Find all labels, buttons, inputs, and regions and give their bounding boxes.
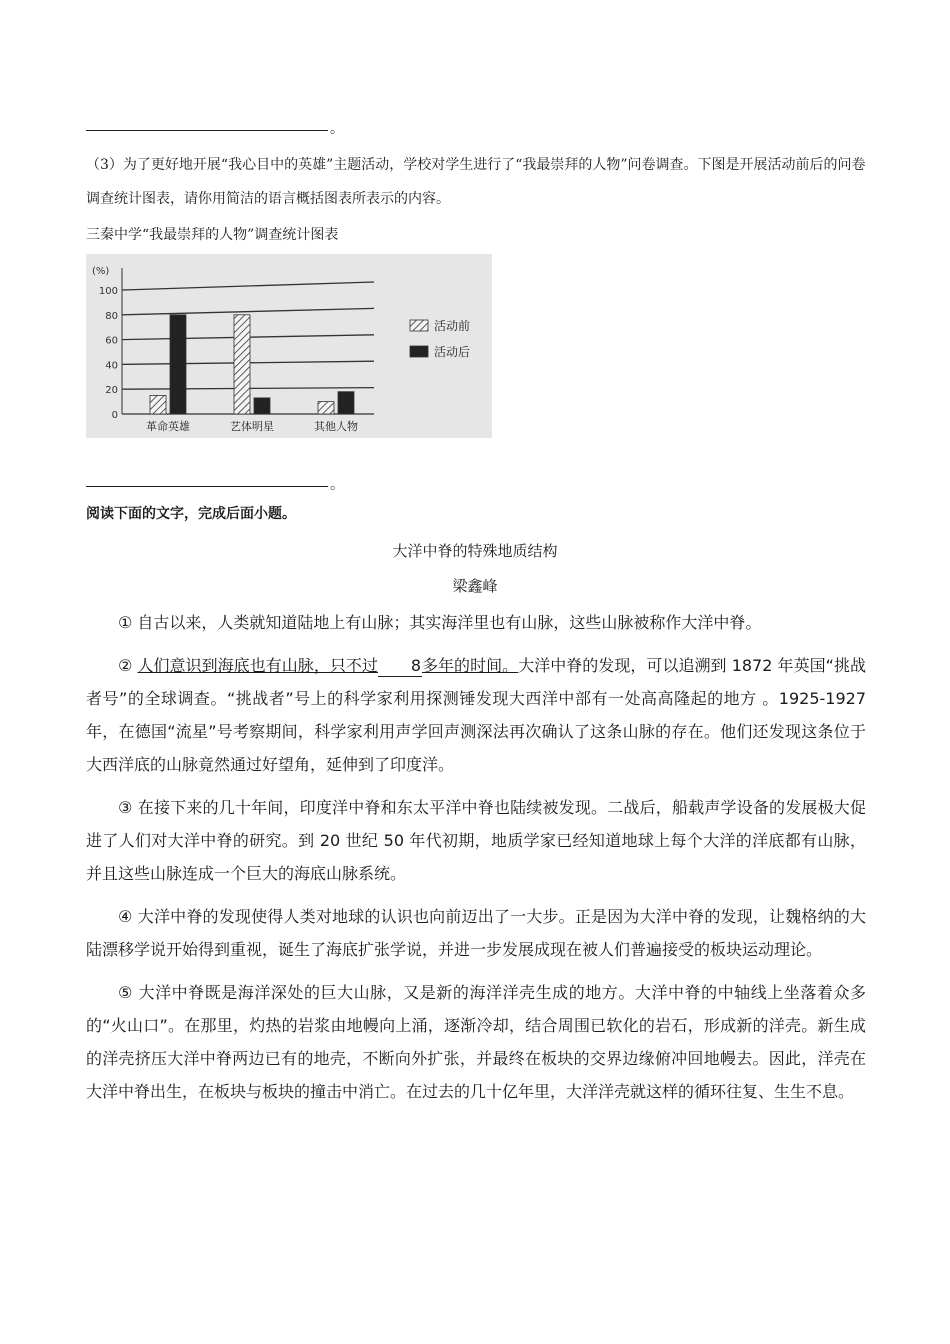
y-tick-label-100: 100 — [98, 286, 118, 297]
paragraph-3: ③ 在接下来的几十年间，印度洋中脊和东太平洋中脊也陆续被发现。二战后，船载声学设备的发展极大促进了人们对大洋中脊的研究。到 20 世纪 50 年代初期，地质学家已经知道地球上每个大洋的洋底都有山脉，并且这些山脉连成一个巨大的海底山脉系统。 — [86, 798, 866, 883]
reading-instruction: 阅读下面的文字，完成后面小题。 — [86, 506, 296, 522]
answer-line-2-period: 。 — [330, 477, 344, 493]
x-category-label-2: 艺体明星 — [230, 420, 274, 433]
paragraph-4: ④ 大洋中脊的发现使得人类对地球的认识也向前迈出了一大步。正是因为大洋中脊的发现，让魏格纳的大陆漂移学说开始得到重视，诞生了海底扩张学说，并进一步发展成现在被人们普遍接受的板块运动理论。 — [86, 907, 866, 959]
legend-label-2: 活动后 — [434, 345, 471, 359]
y-axis-unit-label: (%) — [92, 266, 110, 277]
paragraph-2-underlined-a: 人们意识到海底也有山脉，只不过 — [137, 656, 378, 675]
answer-line-1-period: 。 — [330, 121, 344, 137]
question-3-text: （3）为了更好地开展“我心目中的英雄”主题活动，学校对学生进行了“我最崇拜的人物”问卷调查。下图是开展活动前后的问卷调查统计图表，请你用简洁的语言概括图表所表示的内容。 — [86, 157, 866, 207]
paragraph-1: ① 自古以来，人类就知道陆地上有山脉；其实海洋里也有山脉，这些山脉被称作大洋中脊。 — [118, 613, 762, 632]
article-title: 大洋中脊的特殊地质结构 — [392, 542, 558, 560]
chart-title: 三秦中学“我最崇拜的人物”调查统计图表 — [86, 227, 339, 243]
paragraph-2 — [86, 649, 866, 781]
bar-after-3 — [338, 392, 354, 414]
article-author: 梁鑫峰 — [452, 577, 498, 595]
gridline-80 — [122, 308, 374, 314]
y-tick-label-0: 0 — [111, 410, 118, 421]
x-category-label-1: 革命英雄 — [146, 420, 190, 433]
y-tick-label-40: 40 — [105, 360, 118, 372]
answer-line-1[interactable] — [86, 130, 328, 131]
bar-before-1 — [150, 395, 166, 414]
paragraph-2-rest: 大洋中脊的发现，可以追溯到 1872 年英国“挑战者号”的全球调查。“挑战者”号上的科学家利用探测锤发现大西洋中部有一处高高隆起的地方 。1925-1927 年，在德国“流星”号考察期间，科学家利用声学回声测深法再次确认了这条山脉的存在。他们还发现这条位于大西洋底的山脉竟然通过好望角，延伸到了印度洋。 — [86, 656, 866, 774]
bar-before-3 — [318, 402, 334, 414]
fill-blank[interactable]: 8 — [378, 656, 422, 677]
y-tick-label-80: 80 — [105, 310, 118, 322]
x-category-label-3: 其他人物 — [314, 420, 358, 433]
y-tick-label-60: 60 — [105, 335, 118, 347]
legend-swatch-1 — [410, 320, 428, 331]
gridline-100 — [122, 282, 374, 290]
bar-before-2 — [234, 315, 250, 414]
paragraph-5: ⑤ 大洋中脊既是海洋深处的巨大山脉，又是新的海洋洋壳生成的地方。大洋中脊的中轴线上坐落着众多的“火山口”。在那里，灼热的岩浆由地幔向上涌，逐渐冷却，结合周围已软化的岩石，形成新的洋壳。新生成的洋壳挤压大洋中脊两边已有的地壳，不断向外扩张，并最终在板块的交界边缘俯冲回地幔去。因此，洋壳在大洋中脊出生，在板块与板块的撞击中消亡。在过去的几十亿年里，大洋洋壳就这样的循环往复、生生不息。 — [86, 983, 866, 1101]
paragraph-2-underlined-b: 多年的时间。 — [421, 656, 519, 675]
survey-chart — [86, 254, 492, 438]
bar-after-1 — [170, 315, 186, 414]
answer-line-2[interactable] — [86, 486, 328, 487]
paragraph-2-number: ② — [118, 656, 138, 675]
legend-label-1: 活动前 — [434, 319, 471, 333]
legend-swatch-2 — [410, 346, 428, 357]
article-body — [86, 606, 866, 1118]
y-tick-label-20: 20 — [105, 385, 118, 397]
survey-chart-svg — [86, 254, 492, 438]
bar-after-2 — [254, 398, 270, 414]
